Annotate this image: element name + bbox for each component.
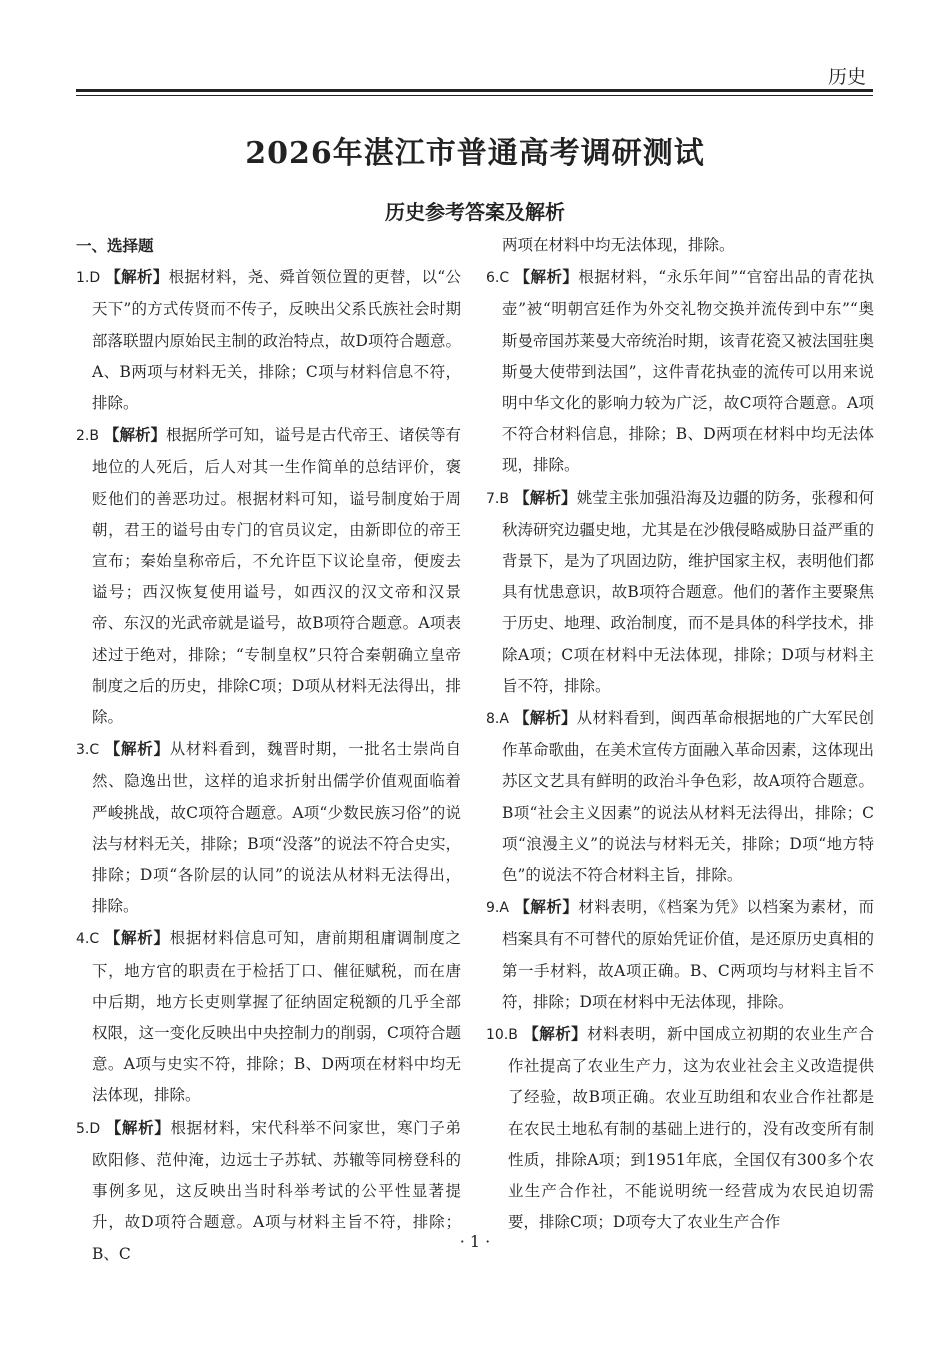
answer-text: 根据材料，“永乐年间”“官窑出品的青花执壶”被“明朝宫廷作为外交礼物交换并流传到中东”“奥斯曼帝国苏莱曼大帝统治时期，该青花瓷又被法国驻奥斯曼大使带到法国”，这件青花执壶的流传可以用来说明中华文化的影响力较为广泛，故C项符合题意。A项不符合材料信息，排除；B、D两项在材料中均无法体现，排除。	[502, 268, 875, 475]
header-subject: 历史	[827, 66, 866, 88]
analysis-tag: 【解析】	[514, 267, 579, 287]
answer-text: 根据材料信息可知，唐前期租庸调制度之下，地方官的职责在于检括丁口、催征赋税，而在唐中后期，地方长吏则掌握了征纳固定税额的几乎全部权限，这一变化反映出中央控制力的削弱，C项符合题意。A项与史实不符，排除；B、D两项在材料中均无法体现，排除。	[92, 929, 461, 1105]
answer-text: 材料表明，新中国成立初期的农业生产合作社提高了农业生产力，这为农业社会主义改造提供了经验，故B项正确。农业互助组和农业合作社都是在农民土地私有制的基础上进行的，没有改变所有制性质，排除A项；到1951年底，全国仅有300多个农业生产合作社，不能说明统一经营成为农民迫切需要，排除C项；D项夸大了农业生产合作	[508, 1025, 874, 1232]
document-title: 2026年湛江市普通高考调研测试	[245, 136, 705, 171]
question-number: 3.C	[76, 742, 100, 759]
answer-9	[486, 891, 874, 1018]
question-number: 6.C	[486, 270, 510, 287]
question-number: 9.A	[486, 900, 509, 917]
question-number: 10.B	[486, 1027, 518, 1044]
analysis-tag: 【解析】	[514, 708, 577, 728]
question-number: 7.B	[486, 490, 509, 507]
answer-text: 从材料看到，闽西革命根据地的广大军民创作革命歌曲，在美术宣传方面融入革命因素，这体现出苏区文艺具有鲜明的政治斗争色彩，故A项符合题意。B项“社会主义因素”的说法从材料无法得出，排除；C项“浪漫主义”的说法与材料无关，排除；D项“地方特色”的说法不符合材料主旨，排除。	[502, 709, 875, 885]
answer-8	[486, 702, 874, 891]
answer-6	[486, 261, 874, 481]
question-number: 8.A	[486, 711, 509, 728]
answer-text: 根据材料，宋代科举不问家世，寒门子弟欧阳修、范仲淹，边远士子苏轼、苏辙等同榜登科的事例多见，这反映出当时科举考试的公平性显著提升，故D项符合题意。A项与材料主旨不符，排除；B、C	[92, 1118, 461, 1263]
answer-4	[76, 922, 461, 1111]
left-column	[76, 230, 461, 1270]
answer-text: 根据所学可知，谥号是古代帝王、诸侯等有地位的人死后，后人对其一生作简单的总结评价，褒贬他们的善恶功过。根据材料可知，谥号制度始于周朝，君王的谥号由专门的官员议定，由新即位的帝王宣布；秦始皇称帝后，不允许臣下议论皇帝，便废去谥号；西汉恢复使用谥号，如西汉的汉文帝和汉景帝、东汉的光武帝就是谥号，故B项符合题意。A项表述过于绝对，排除；“专制皇权”只符合秦朝确立皇帝制度之后的历史，排除C项；D项从材料无法得出，排除。	[92, 426, 461, 727]
answer-5-continuation: 两项在材料中均无法体现，排除。	[502, 236, 735, 254]
question-number: 4.C	[76, 931, 100, 948]
right-column	[486, 230, 874, 1239]
analysis-tag: 【解析】	[103, 425, 167, 445]
question-number: 5.D	[76, 1120, 101, 1137]
answer-10	[486, 1018, 874, 1238]
answer-3	[76, 733, 461, 922]
question-number: 2.B	[76, 428, 99, 445]
analysis-tag: 【解析】	[104, 739, 170, 759]
question-number: 1.D	[76, 270, 101, 287]
answer-text: 姚莹主张加强沿海及边疆的防务，张穆和何秋涛研究边疆史地，尤其是在沙俄侵略威胁日益严重的背景下，是为了巩固边防，维护国家主权，表明他们都具有忧患意识，故B项符合题意。他们的著作主要聚焦于历史、地理、政治制度，而不是具体的科学技术，排除A项；C项在材料中无法体现，排除；D项与材料主旨不符，排除。	[502, 488, 875, 695]
analysis-tag: 【解析】	[514, 897, 579, 917]
header-rule-thin	[76, 95, 873, 96]
answer-text: 从材料看到，魏晋时期，一批名士崇尚自然、隐逸出世，这样的追求折射出儒学价值观面临着严峻挑战，故C项符合题意。A项“少数民族习俗”的说法与材料无关，排除；B项“没落”的说法不符合史实，排除；D项“各阶层的认同”的说法从材料无法得出，排除。	[92, 740, 461, 916]
page-number: · 1 ·	[459, 1232, 491, 1251]
answer-7	[486, 482, 874, 702]
document-subtitle: 历史参考答案及解析	[385, 200, 565, 224]
answer-2	[76, 419, 461, 733]
analysis-tag: 【解析】	[105, 267, 169, 287]
header-rule-thick	[76, 89, 873, 92]
analysis-tag: 【解析】	[514, 487, 577, 507]
answer-text: 材料表明，《档案为凭》以档案为素材，而档案具有不可替代的原始凭证价值，是还原历史真相的第一手材料，故A项正确。B、C两项均与材料主旨不符，排除；D项在材料中无法体现，排除。	[502, 898, 875, 1011]
analysis-tag: 【解析】	[523, 1024, 588, 1044]
analysis-tag: 【解析】	[104, 928, 170, 948]
analysis-tag: 【解析】	[105, 1117, 171, 1137]
answer-1	[76, 261, 461, 419]
answer-text: 根据材料，尧、舜首领位置的更替，以“公天下”的方式传贤而不传子，反映出父系氏族社会时期部落联盟内原始民主制的政治特点，故D项符合题意。A、B两项与材料无关，排除；C项与材料信息不符，排除。	[92, 268, 461, 413]
section-heading: 一、选择题	[76, 236, 154, 255]
